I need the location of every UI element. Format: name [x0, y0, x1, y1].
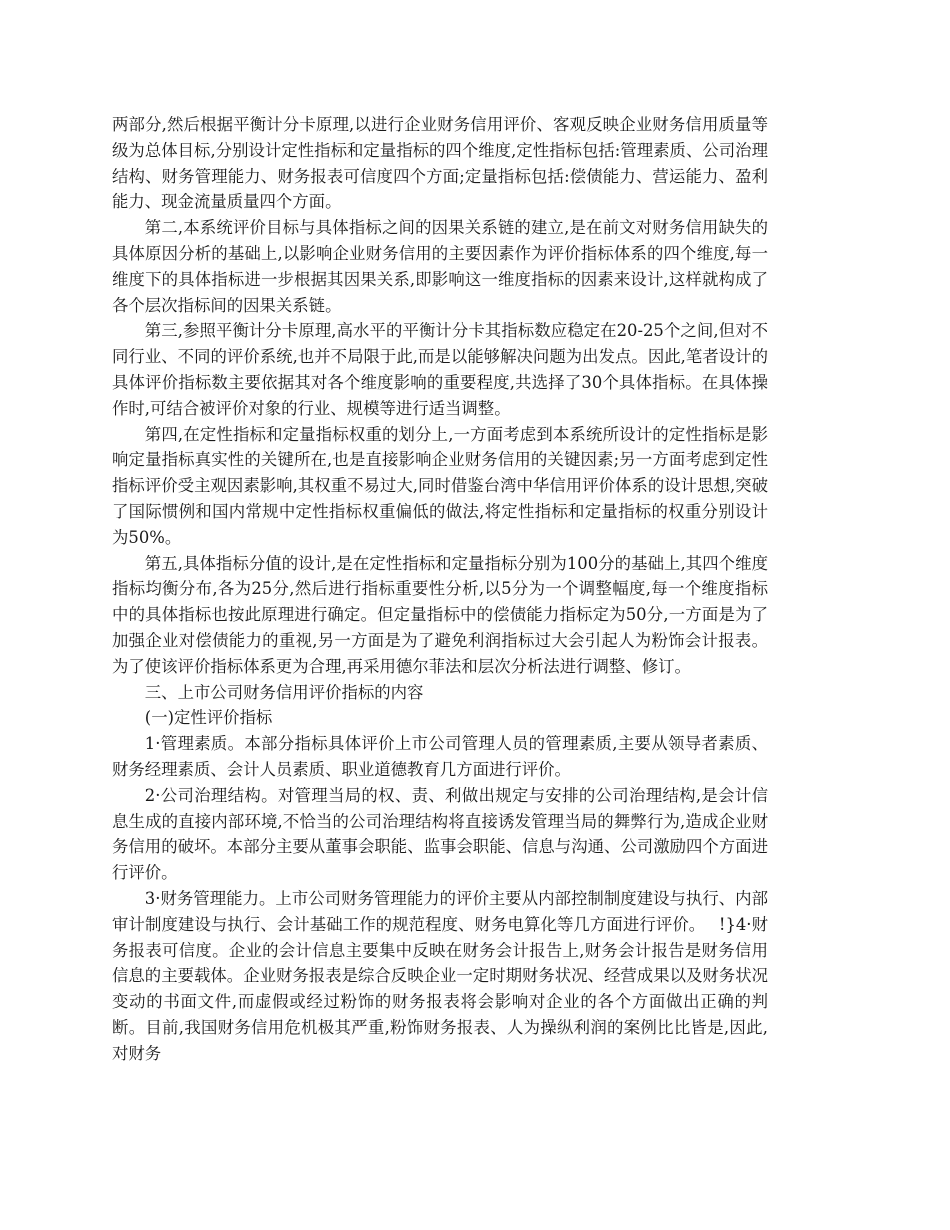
paragraph-financial-management: 3·财务管理能力。上市公司财务管理能力的评价主要从内部控制制度建设与执行、内部审计制度建设与执行、会计基础工作的规范程度、财务电算化等几方面进行评价。 !}4·财务报表可信度。企业的会计信息主要集中反映在财务会计报告上,财务会计报告是财务信用信息的主要载体。企业财务报表是综合反映企业一定时期财务状况、经营成果以及财务状况变动的书面文件,而虚假或经过粉饰的财务报表将会影响对企业的各个方面做出正确的判断。目前,我国财务信用危机极其严重,粉饰财务报表、人为操纵利润的案例比比皆是,因此,对财务: [112, 888, 768, 1063]
paragraph-third-point: 第三,参照平衡计分卡原理,高水平的平衡计分卡其指标数应稳定在20-25个之间,但对不同行业、不同的评价系统,也并不局限于此,而是以能够解决问题为出发点。因此,笔者设计的具体评价指标数主要依据其对各个维度影响的重要程度,共选择了30个具体指标。在具体操作时,可结合被评价对象的行业、规模等进行适当调整。: [112, 321, 768, 418]
section-heading: 三、上市公司财务信用评价指标的内容: [144, 682, 424, 702]
paragraph-management-quality: 1·管理素质。本部分指标具体评价上市公司管理人员的管理素质,主要从领导者素质、财务经理素质、会计人员素质、职业道德教育几方面进行评价。: [112, 734, 768, 779]
paragraph-fourth-point: 第四,在定性指标和定量指标权重的划分上,一方面考虑到本系统所设计的定性指标是影响定量指标真实性的关键所在,也是直接影响企业财务信用的关键因素;另一方面考虑到定性指标评价受主观因素影响,其权重不易过大,同时借鉴台湾中华信用评价体系的设计思想,突破了国际惯例和国内常规中定性指标权重偏低的做法,将定性指标和定量指标的权重分别设计为50%。: [112, 424, 768, 547]
subsection-heading: (一)定性评价指标: [144, 708, 273, 728]
paragraph-continuation: 两部分,然后根据平衡计分卡原理,以进行企业财务信用评价、客观反映企业财务信用质量等级为总体目标,分别设计定性指标和定量指标的四个维度,定性指标包括:管理素质、公司治理结构、财务管理能力、财务报表可信度四个方面;定量指标包括:偿债能力、营运能力、盈利能力、现金流量质量四个方面。: [112, 115, 768, 212]
paragraph-second-point: 第二,本系统评价目标与具体指标之间的因果关系链的建立,是在前文对财务信用缺失的具体原因分析的基础上,以影响企业财务信用的主要因素作为评价指标体系的四个维度,每一维度下的具体指标进一步根据其因果关系,即影响这一维度指标的因素来设计,这样就构成了各个层次指标间的因果关系链。: [112, 218, 768, 315]
paragraph-governance-structure: 2·公司治理结构。对管理当局的权、责、利做出规定与安排的公司治理结构,是会计信息生成的直接内部环境,不恰当的公司治理结构将直接诱发管理当局的舞弊行为,造成企业财务信用的破坏。本部分主要从董事会职能、监事会职能、信息与沟通、公司激励四个方面进行评价。: [112, 785, 768, 883]
document-body: [112, 112, 768, 1066]
paragraph-fifth-point: 第五,具体指标分值的设计,是在定性指标和定量指标分别为100分的基础上,其四个维度指标均衡分布,各为25分,然后进行指标重要性分析,以5分为一个调整幅度,每一个维度指标中的具体指标也按此原理进行确定。但定量指标中的偿债能力指标定为50分,一方面是为了加强企业对偿债能力的重视,另一方面是为了避免利润指标过大会引起人为粉饰会计报表。为了使该评价指标体系更为合理,再采用德尔菲法和层次分析法进行调整、修订。: [112, 553, 768, 676]
